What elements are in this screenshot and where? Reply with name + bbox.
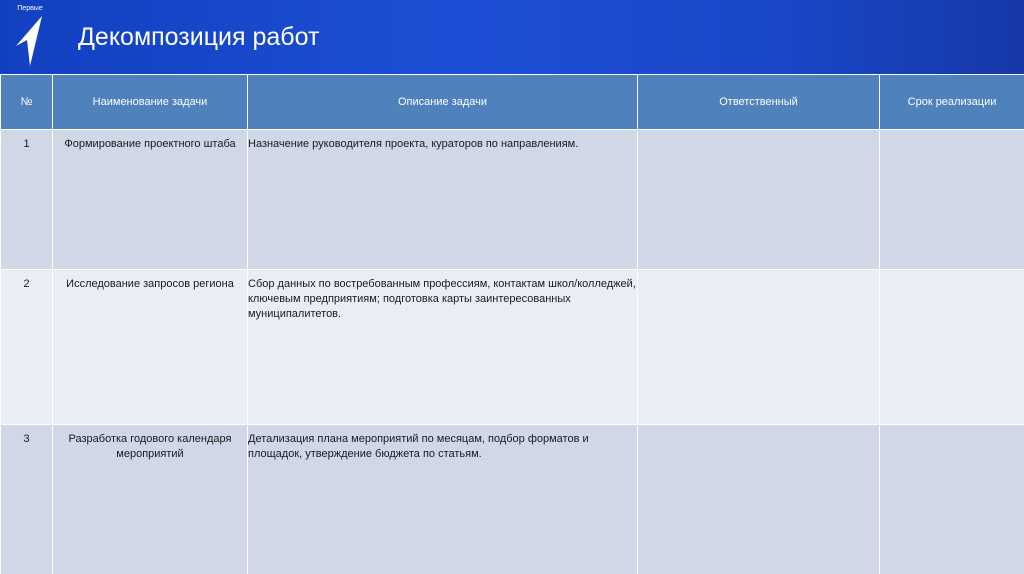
cell-task-name: Формирование проектного штаба [53, 130, 248, 270]
table-row [1, 270, 1024, 425]
column-header-task-name: Наименование задачи [53, 75, 248, 130]
cell-description: Назначение руководителя проекта, кураторов по направлениям. [248, 130, 638, 270]
column-header-responsible: Ответственный [638, 75, 880, 130]
logo-text: Первые [17, 5, 43, 12]
cell-description: Сбор данных по востребованным профессиям, контактам школ/колледжей, ключевым предприятиям; подготовка карты заинтересованных муниципалитетов. [248, 270, 638, 425]
cell-task-name: Разработка годового календаря мероприятий [53, 425, 248, 574]
cell-deadline [880, 130, 1024, 270]
logo-arrow-icon [14, 16, 44, 66]
table-row [1, 425, 1024, 574]
column-header-deadline: Срок реализации [880, 75, 1024, 130]
cell-responsible [638, 130, 880, 270]
cell-number: 3 [1, 425, 53, 574]
page-title: Декомпозиция работ [78, 23, 320, 51]
cell-number: 2 [1, 270, 53, 425]
cell-task-name: Исследование запросов региона [53, 270, 248, 425]
cell-deadline [880, 270, 1024, 425]
table-header-row [1, 75, 1024, 130]
cell-description: Детализация плана мероприятий по месяцам, подбор форматов и площадок, утверждение бюджета по статьям. [248, 425, 638, 574]
column-header-description: Описание задачи [248, 75, 638, 130]
table-row [1, 130, 1024, 270]
cell-responsible [638, 425, 880, 574]
logo [12, 4, 48, 66]
decomposition-table [0, 74, 1024, 574]
cell-deadline [880, 425, 1024, 574]
column-header-number: № [1, 75, 53, 130]
cell-number: 1 [1, 130, 53, 270]
header-bar [0, 0, 1024, 74]
cell-responsible [638, 270, 880, 425]
